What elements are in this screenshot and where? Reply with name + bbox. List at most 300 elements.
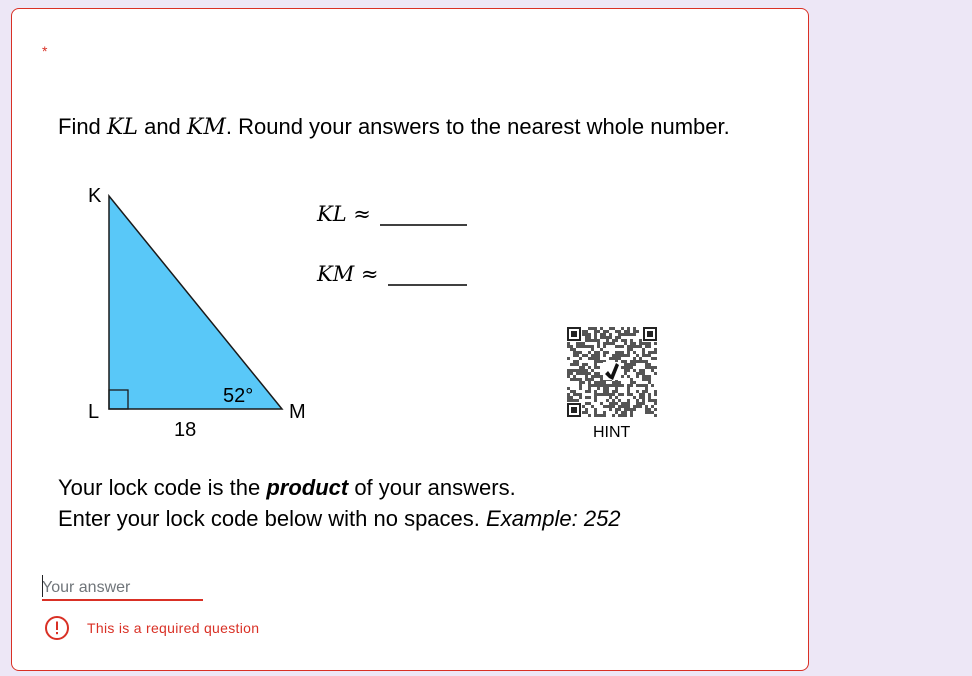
qr-module [630,342,633,345]
qr-module [603,390,606,393]
qr-module [624,411,627,414]
qr-module [582,342,585,345]
qr-module [570,378,573,381]
qr-module [576,399,579,402]
qr-module [594,366,597,369]
qr-module [597,345,600,348]
qr-module [636,375,639,378]
qr-module [585,336,588,339]
qr-module [567,357,570,360]
qr-module [573,351,576,354]
qr-module [624,405,627,408]
qr-module [633,360,636,363]
qr-module [603,345,606,348]
vertex-k-label: K [88,185,102,207]
qr-module [648,411,651,414]
qr-module [627,363,630,366]
qr-module [621,333,624,336]
qr-module [633,333,636,336]
qr-module [582,333,585,336]
qr-module [606,351,609,354]
qr-module [579,393,582,396]
qr-module [609,402,612,405]
lock-instruction-line1: Your lock code is the product of your answers. [58,475,516,500]
qr-module [621,339,624,342]
qr-module [645,408,648,411]
qr-module [567,387,570,390]
qr-module [603,414,606,417]
qr-module [585,372,588,375]
qr-module [630,360,633,363]
qr-module [579,342,582,345]
qr-module [624,372,627,375]
qr-module [615,408,618,411]
qr-module [651,369,654,372]
qr-module [654,342,657,345]
qr-module [627,384,630,387]
qr-module [627,408,630,411]
qr-module [627,327,630,330]
question-card [11,8,809,671]
qr-module [603,333,606,336]
qr-module [573,378,576,381]
required-asterisk: * [42,43,48,59]
qr-module [633,351,636,354]
qr-module [597,387,600,390]
qr-module [633,357,636,360]
side-length-label: 18 [174,419,197,441]
qr-module [603,384,606,387]
qr-module [582,363,585,366]
qr-module [597,372,600,375]
qr-module [597,366,600,369]
qr-module [627,393,630,396]
qr-module [594,360,597,363]
qr-module [642,396,645,399]
qr-module [618,345,621,348]
qr-module [570,369,573,372]
triangle-shape [109,196,282,409]
qr-module [618,408,621,411]
qr-module [630,414,633,417]
qr-module [633,396,636,399]
qr-module [585,363,588,366]
qr-module [621,345,624,348]
qr-module [567,393,570,396]
qr-module [594,327,597,330]
qr-module [624,339,627,342]
qr-module [651,411,654,414]
qr-module [615,387,618,390]
qr-module [597,384,600,387]
qr-module [639,357,642,360]
qr-module [627,330,630,333]
qr-module [603,387,606,390]
qr-module [585,411,588,414]
qr-module [588,327,591,330]
qr-module [591,384,594,387]
qr-module [621,375,624,378]
qr-module [630,345,633,348]
qr-module [567,345,570,348]
qr-module [621,405,624,408]
qr-module [615,384,618,387]
qr-module [651,399,654,402]
qr-module [633,363,636,366]
qr-module [591,354,594,357]
qr-module [606,399,609,402]
qr-module [579,387,582,390]
qr-module [642,348,645,351]
qr-module [636,345,639,348]
qr-module [573,393,576,396]
qr-module [570,348,573,351]
problem-image [12,9,810,549]
qr-module [591,345,594,348]
qr-module [642,375,645,378]
qr-module [633,408,636,411]
validation-error [44,615,259,641]
qr-module [582,381,585,384]
qr-module [597,393,600,396]
qr-module [627,369,630,372]
qr-module [612,381,615,384]
qr-module [618,336,621,339]
qr-module [633,342,636,345]
qr-module [579,372,582,375]
qr-module [624,363,627,366]
qr-module [621,414,624,417]
qr-module [582,354,585,357]
qr-module [603,330,606,333]
qr-module [636,399,639,402]
qr-module [588,333,591,336]
qr-module [624,369,627,372]
qr-module [585,375,588,378]
qr-module [627,399,630,402]
qr-module [642,402,645,405]
qr-module [579,396,582,399]
qr-module [600,327,603,330]
qr-module [570,396,573,399]
qr-module [591,327,594,330]
qr-module [648,381,651,384]
qr-module [609,396,612,399]
qr-module [579,357,582,360]
qr-module [648,354,651,357]
qr-module [615,390,618,393]
qr-module [621,351,624,354]
qr-module [615,357,618,360]
qr-module [603,381,606,384]
qr-module [636,354,639,357]
qr-module [615,396,618,399]
qr-module [576,360,579,363]
qr-module [645,411,648,414]
qr-module [594,381,597,384]
qr-module [615,336,618,339]
qr-module [627,387,630,390]
qr-module [639,339,642,342]
qr-module [618,381,621,384]
qr-module [585,408,588,411]
qr-module [627,345,630,348]
qr-module [627,351,630,354]
qr-module [591,405,594,408]
qr-module [585,390,588,393]
qr-module [582,366,585,369]
qr-module [654,390,657,393]
qr-module [654,399,657,402]
qr-module [624,330,627,333]
qr-module [648,363,651,366]
qr-module [624,342,627,345]
qr-module [570,345,573,348]
qr-module [645,387,648,390]
qr-module [648,351,651,354]
answer-input[interactable] [42,574,202,602]
qr-module [618,384,621,387]
qr-module [651,357,654,360]
qr-module [591,348,594,351]
qr-module [609,384,612,387]
qr-module [600,384,603,387]
qr-module [648,393,651,396]
qr-module [579,381,582,384]
qr-module [642,390,645,393]
qr-module [645,375,648,378]
qr-module [630,378,633,381]
qr-module [594,357,597,360]
qr-module [588,384,591,387]
qr-module [582,330,585,333]
qr-module [615,339,618,342]
qr-module [639,342,642,345]
qr-module [597,330,600,333]
qr-module [627,333,630,336]
qr-module [654,348,657,351]
qr-module [609,336,612,339]
kl-answer-label: KL ≈ [317,202,371,226]
answer-blanks [316,202,467,286]
qr-module [618,405,621,408]
qr-module [573,354,576,357]
qr-module [582,405,585,408]
qr-module [615,411,618,414]
qr-module [612,384,615,387]
qr-module [576,342,579,345]
qr-module [648,366,651,369]
qr-module [618,399,621,402]
qr-module [612,405,615,408]
qr-module [636,360,639,363]
qr-module [573,399,576,402]
qr-module [591,378,594,381]
qr-module [588,381,591,384]
qr-module [612,357,615,360]
qr-module [651,351,654,354]
qr-module [594,330,597,333]
qr-module [606,384,609,387]
qr-module [579,369,582,372]
qr-module [636,384,639,387]
qr-module [576,363,579,366]
qr-module [618,351,621,354]
qr-module [588,378,591,381]
qr-module [627,366,630,369]
qr-module [624,414,627,417]
qr-module [645,366,648,369]
qr-module [627,375,630,378]
qr-module [594,336,597,339]
qr-module [612,354,615,357]
qr-module [636,372,639,375]
qr-module [594,375,597,378]
qr-module [648,378,651,381]
qr-module [609,408,612,411]
qr-module [612,339,615,342]
qr-module [582,372,585,375]
qr-module [615,351,618,354]
qr-module [615,354,618,357]
qr-module [606,405,609,408]
qr-module [627,348,630,351]
qr-module [609,333,612,336]
qr-module [603,342,606,345]
qr-module [654,366,657,369]
qr-module [606,342,609,345]
hint-label: HINT [593,424,631,441]
qr-module [567,342,570,345]
qr-module [636,330,639,333]
qr-module [645,360,648,363]
qr-module [633,405,636,408]
qr-module [630,381,633,384]
triangle-diagram [88,185,306,441]
qr-module [588,345,591,348]
qr-module [576,345,579,348]
qr-module [579,366,582,369]
qr-module [621,366,624,369]
qr-module [612,402,615,405]
qr-module [618,393,621,396]
qr-module [612,327,615,330]
qr-module [594,396,597,399]
qr-module [630,366,633,369]
qr-module [645,345,648,348]
qr-module [654,414,657,417]
qr-module [603,351,606,354]
qr-module [639,405,642,408]
qr-module [600,378,603,381]
qr-module [618,333,621,336]
qr-module [627,354,630,357]
qr-module [567,372,570,375]
qr-module [642,369,645,372]
qr-module [582,369,585,372]
qr-module [645,405,648,408]
qr-module [585,378,588,381]
qr-module [609,393,612,396]
qr-module [594,372,597,375]
qr-module [570,372,573,375]
vertex-l-label: L [88,401,100,423]
qr-module [639,393,642,396]
qr-module [654,372,657,375]
qr-module [585,333,588,336]
qr-module [606,393,609,396]
qr-module [621,327,624,330]
qr-module [645,378,648,381]
qr-module [642,384,645,387]
qr-module [645,390,648,393]
qr-module [606,387,609,390]
qr-module [579,345,582,348]
qr-module [633,381,636,384]
qr-module [654,351,657,354]
qr-module [612,342,615,345]
qr-module [624,366,627,369]
qr-module [648,396,651,399]
qr-finder-top-right [643,327,657,341]
qr-module [603,405,606,408]
qr-module [630,384,633,387]
qr-module [627,405,630,408]
qr-module [651,384,654,387]
qr-module [606,390,609,393]
qr-module [612,399,615,402]
qr-module [624,333,627,336]
qr-module [600,393,603,396]
qr-module [594,351,597,354]
qr-module [633,345,636,348]
qr-module [630,339,633,342]
qr-module [630,333,633,336]
qr-module [642,378,645,381]
answer-input-underline [42,599,203,601]
qr-module [576,372,579,375]
qr-module [645,363,648,366]
qr-module [597,375,600,378]
qr-module [570,390,573,393]
qr-module [567,375,570,378]
qr-module [603,336,606,339]
qr-module [588,372,591,375]
qr-module [645,342,648,345]
angle-label: 52° [223,385,254,407]
qr-module [576,354,579,357]
qr-module [609,405,612,408]
qr-module [585,345,588,348]
qr-module [591,339,594,342]
qr-module [603,393,606,396]
qr-module [612,414,615,417]
qr-module [594,399,597,402]
qr-module [600,375,603,378]
qr-module [600,333,603,336]
qr-module [594,393,597,396]
qr-module [594,363,597,366]
qr-module [594,411,597,414]
qr-module [597,414,600,417]
qr-module [603,411,606,414]
problem-prompt: Find KL and KM. Round your answers to the nearest whole number. [58,114,730,140]
qr-module [654,393,657,396]
qr-module [594,408,597,411]
qr-module [597,381,600,384]
qr-module [582,345,585,348]
qr-finder-top-left [567,327,581,341]
